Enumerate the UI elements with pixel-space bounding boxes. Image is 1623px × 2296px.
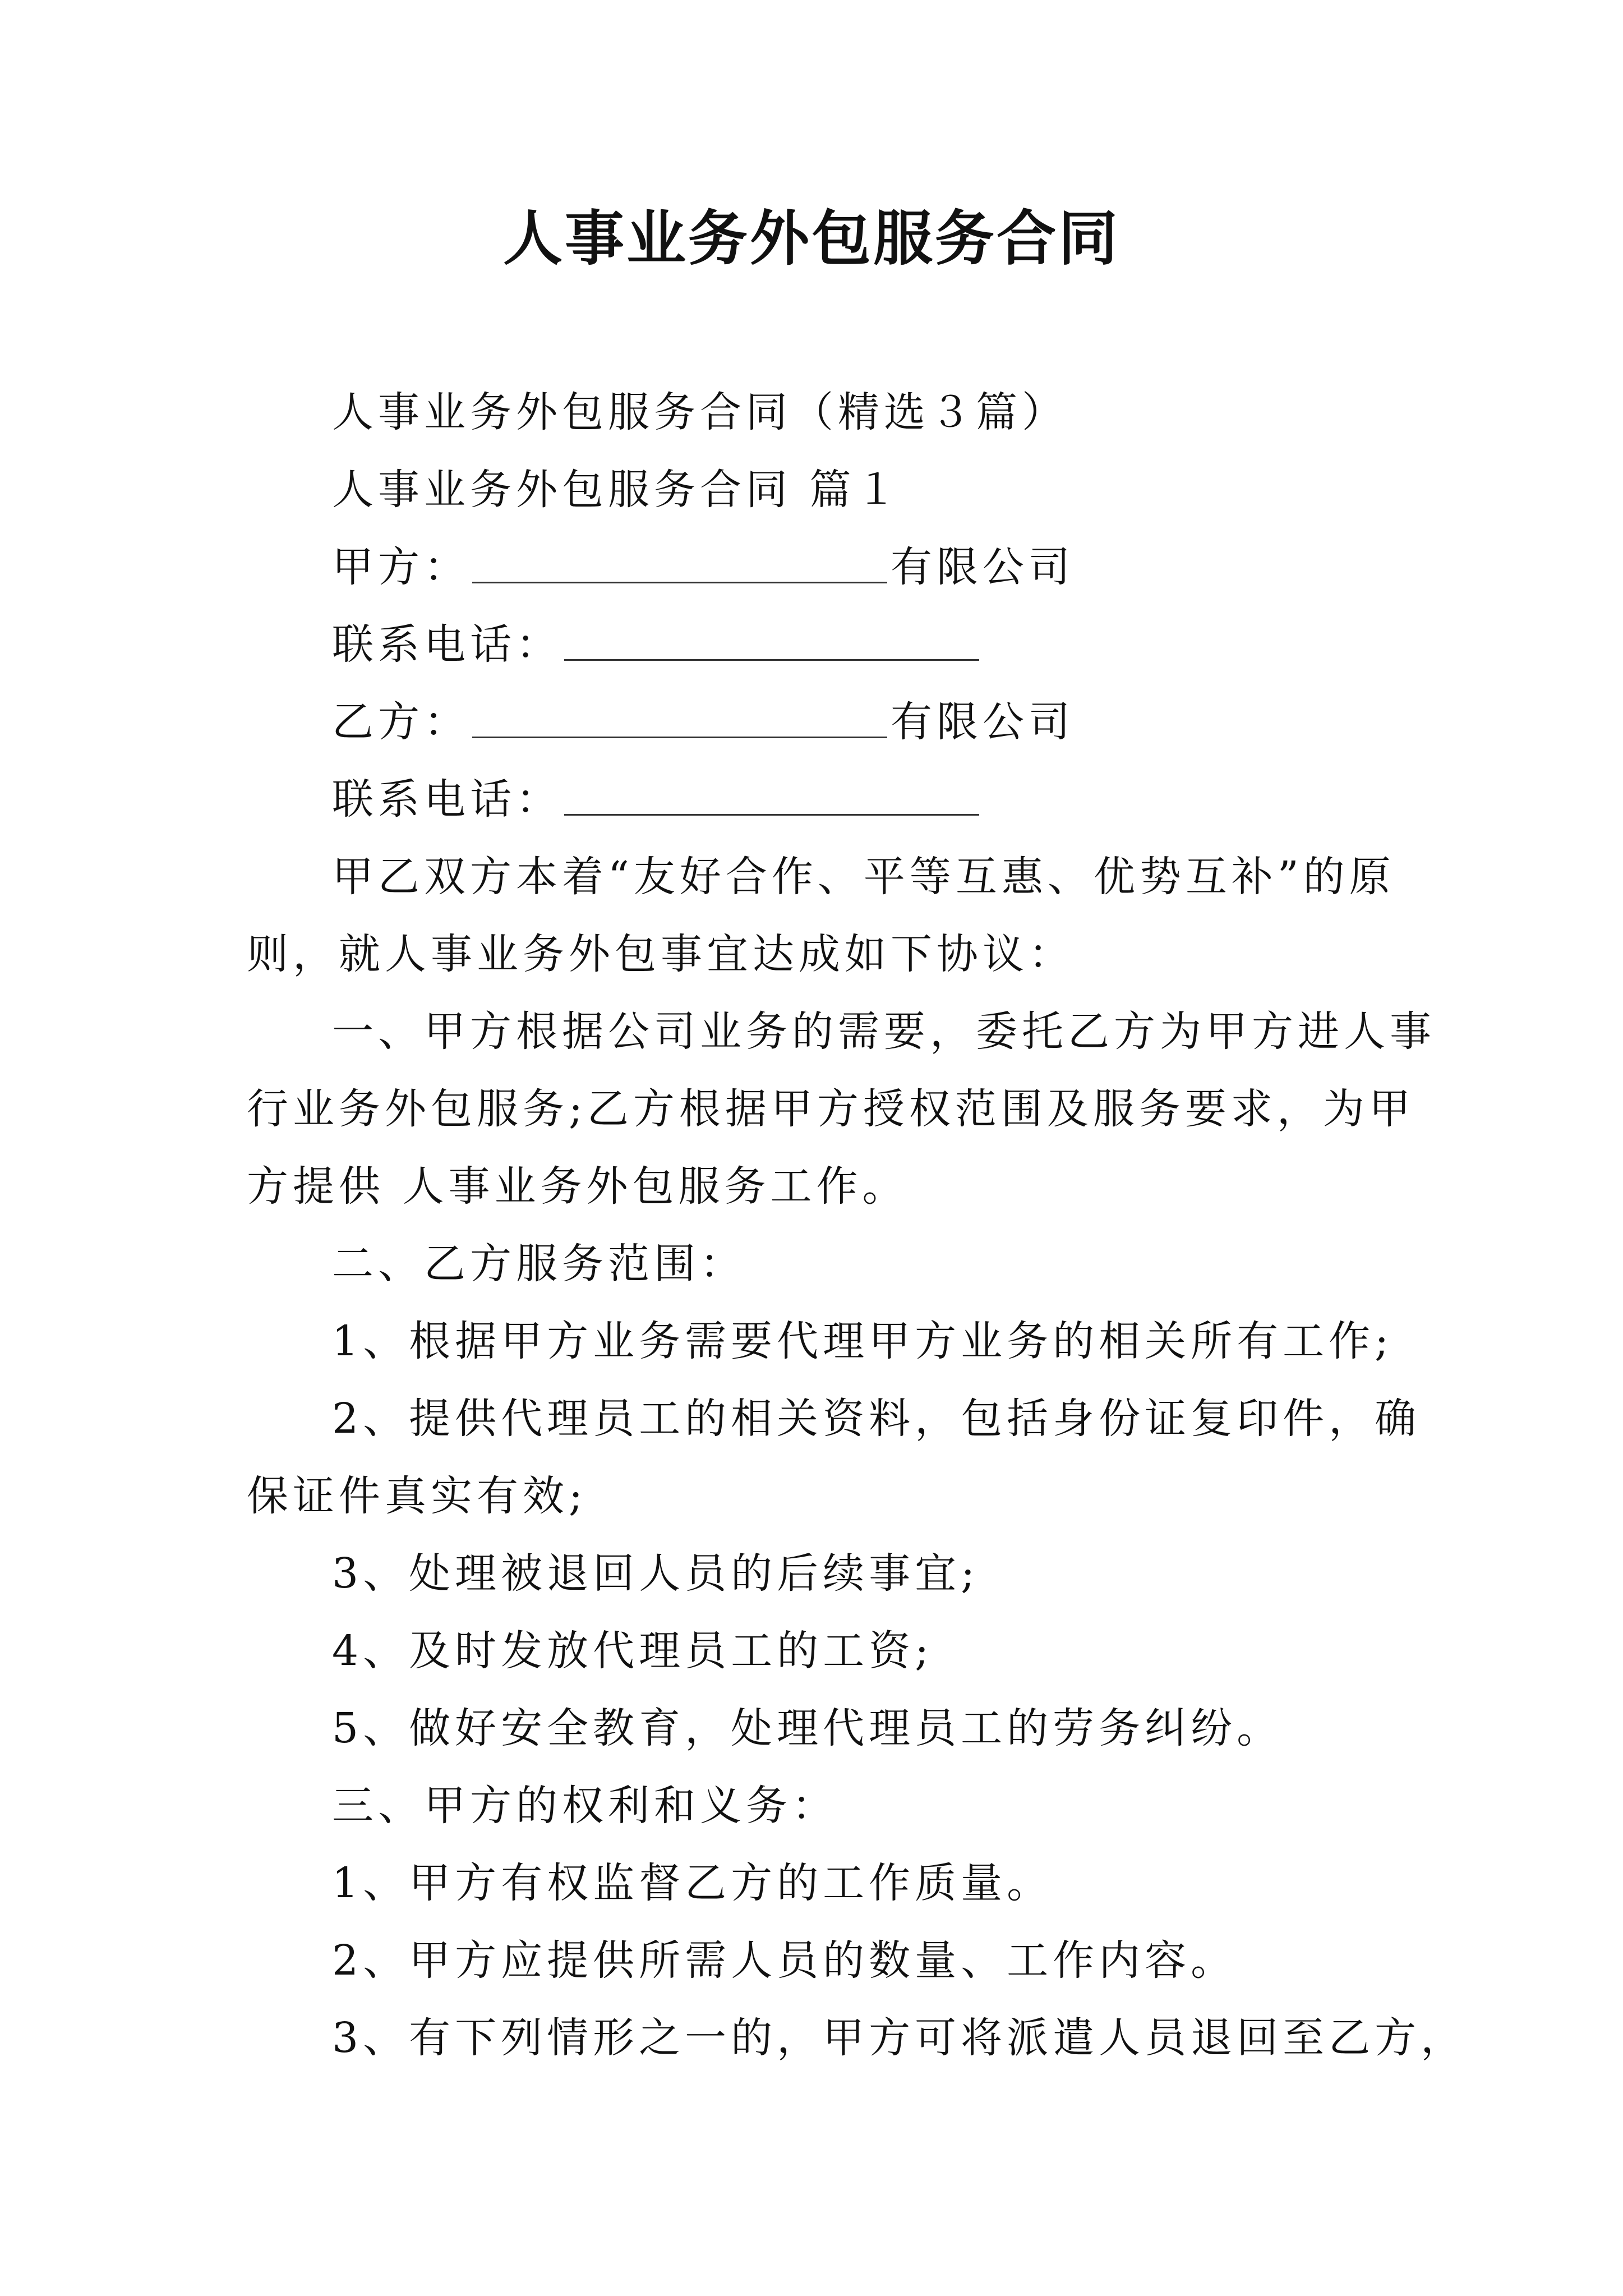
party-b-label: 乙方： [332, 698, 470, 746]
clause-2-item-3: 3、处理被退回人员的后续事宜; [332, 1549, 980, 1598]
clause-3-item-1: 1、甲方有权监督乙方的工作质量。 [332, 1859, 1053, 1907]
clause-1-line-2: 行业务外包服务;乙方根据甲方授权范围及服务要求，为甲 [247, 1085, 1415, 1133]
clause-2-heading: 二、乙方服务范围： [332, 1240, 746, 1288]
clause-3-item-3: 3、有下列情形之一的，甲方可将派遣人员退回至乙方， [332, 2014, 1467, 2062]
subtitle: 人事业务外包服务合同（精选３篇） [332, 388, 1068, 436]
party-a-phone-line [247, 606, 1385, 683]
party-a-label: 甲方： [332, 543, 470, 591]
party-b-phone-blank [564, 780, 979, 816]
document-title: 人事业务外包服务合同 [503, 203, 1120, 273]
party-b-suffix: 有限公司 [891, 698, 1075, 746]
party-a-line [247, 528, 1385, 606]
document-body [247, 374, 1467, 2077]
intro-line-2: 则，就人事业务外包事宜达成如下协议： [247, 930, 1075, 978]
clause-3-heading: 三、甲方的权利和义务： [332, 1782, 838, 1830]
clause-2-item-5: 5、做好安全教育，处理代理员工的劳务纠纷。 [332, 1704, 1283, 1752]
section-heading: 人事业务外包服务合同 篇１ [332, 466, 902, 514]
party-b-phone-line [247, 761, 1385, 838]
clause-2-item-1: 1、根据甲方业务需要代理甲方业务的相关所有工作; [332, 1317, 1394, 1365]
party-b-line [247, 683, 1385, 761]
party-b-blank [472, 703, 887, 738]
clause-1-line-1: 一、甲方根据公司业务的需要，委托乙方为甲方进人事 [332, 1007, 1436, 1056]
clause-3-item-2: 2、甲方应提供所需人员的数量、工作内容。 [332, 1936, 1237, 1985]
clause-2-item-4: 4、及时发放代理员工的工资; [332, 1627, 934, 1675]
party-a-blank [472, 548, 887, 583]
intro-line-1: 甲乙双方本着“友好合作、平等互惠、优势互补”的原 [332, 853, 1395, 901]
clause-1-line-3: 方提供 人事业务外包服务工作。 [247, 1162, 909, 1211]
clause-2-item-2-line-1: 2、提供代理员工的相关资料，包括身份证复印件，确 [332, 1395, 1421, 1443]
party-b-phone-label: 联系电话： [332, 775, 562, 823]
clause-2-item-2-line-2: 保证件真实有效; [247, 1472, 587, 1520]
party-a-phone-label: 联系电话： [332, 620, 562, 669]
party-a-phone-blank [564, 625, 979, 661]
party-a-suffix: 有限公司 [891, 543, 1075, 591]
